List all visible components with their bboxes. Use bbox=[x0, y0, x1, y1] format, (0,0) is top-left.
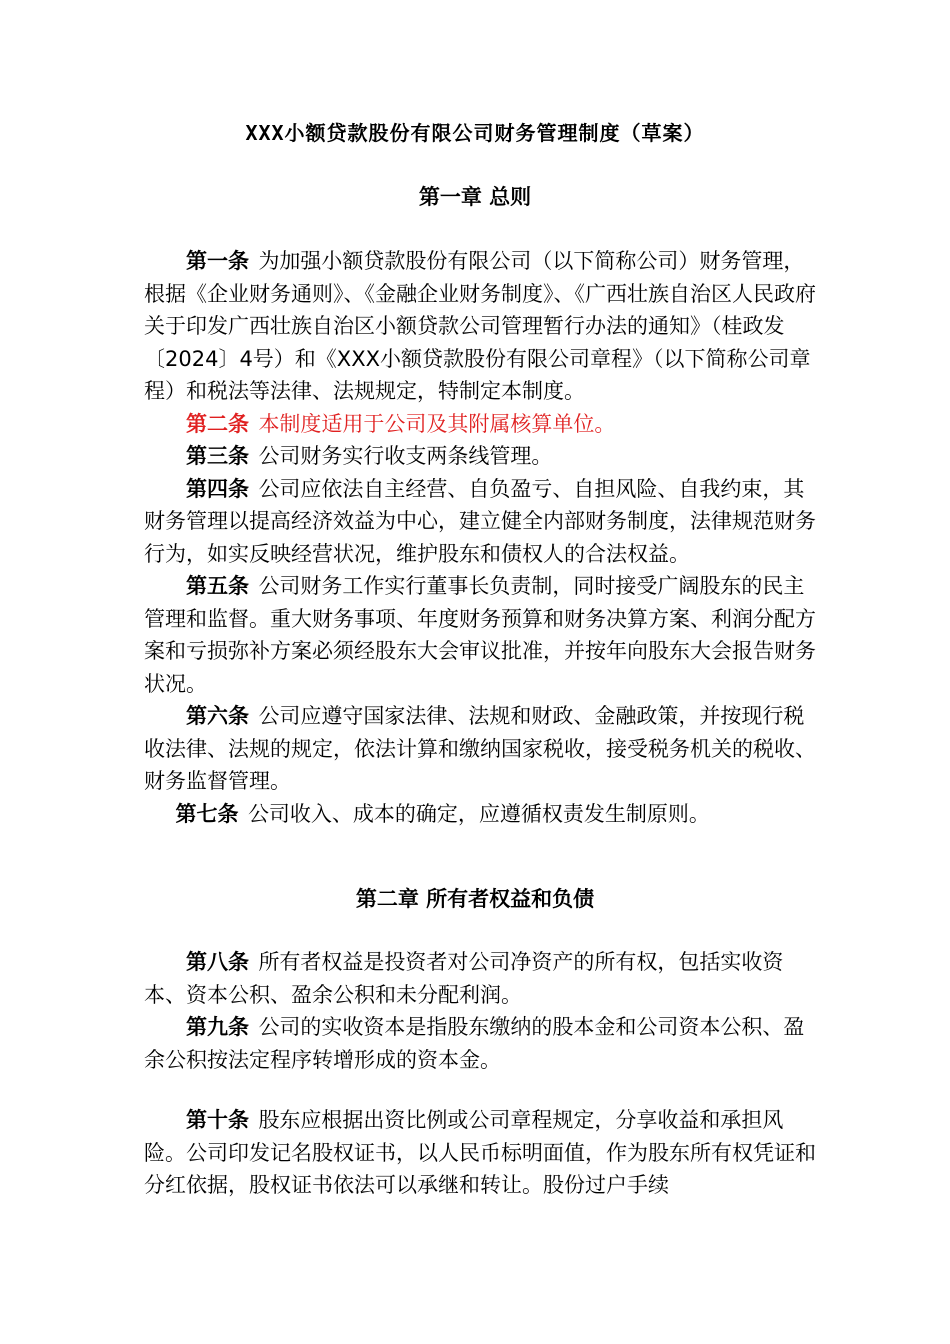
article-4 bbox=[144, 473, 816, 571]
article-label: 第六条 bbox=[186, 704, 249, 728]
document-title: XXX小额贷款股份有限公司财务管理制度（草案） bbox=[245, 121, 705, 145]
chapter-heading-2: 第二章 所有者权益和负债 bbox=[355, 887, 595, 911]
article-9 bbox=[144, 1011, 816, 1076]
article-text: 公司的实收资本是指股东缴纳的股本金和公司资本公积、盈余公积按法定程序转增形成的资本金。 bbox=[144, 1015, 805, 1072]
article-text: 为加强小额贷款股份有限公司（以下简称公司）财务管理，根据《企业财务通则》、《金融企业财务制度》、《广西壮族自治区人民政府关于印发广西壮族自治区小额贷款公司管理暂行办法的通知》（桂政发〔2024〕4号）和《XXX小额贷款股份有限公司章程》（以下简称公司章程）和税法等法律、法规规定，特制定本制度。 bbox=[144, 249, 816, 403]
chapter-heading-1: 第一章 总则 bbox=[418, 185, 532, 209]
article-text: 公司收入、成本的确定，应遵循权责发生制原则。 bbox=[247, 801, 710, 826]
article-1 bbox=[144, 245, 816, 408]
article-text: 公司财务工作实行董事长负责制，同时接受广阔股东的民主管理和监督。重大财务事项、年度财务预算和财务决算方案、利润分配方案和亏损弥补方案必须经股东大会审议批准，并按年向股东大会报告财务状况。 bbox=[144, 574, 816, 696]
article-text: 公司应依法自主经营、自负盈亏、自担风险、自我约束，其财务管理以提高经济效益为中心，建立健全内部财务制度，法律规范财务行为，如实反映经营状况，维护股东和债权人的合法权益。 bbox=[144, 476, 816, 566]
article-3 bbox=[144, 440, 816, 473]
article-label: 第三条 bbox=[186, 444, 249, 468]
article-8 bbox=[144, 946, 816, 1011]
chapter-1-body bbox=[144, 245, 816, 830]
article-10 bbox=[144, 1104, 816, 1202]
article-text: 股东应根据出资比例或公司章程规定，分享收益和承担风险。公司印发记名股权证书，以人民币标明面值，作为股东所有权凭证和分红依据，股权证书依法可以承继和转让。股份过户手续 bbox=[144, 1108, 816, 1197]
article-label: 第五条 bbox=[186, 574, 249, 598]
chapter-2-body bbox=[144, 946, 816, 1076]
article-label: 第九条 bbox=[186, 1015, 249, 1039]
article-label: 第四条 bbox=[186, 476, 249, 501]
article-label: 第七条 bbox=[175, 801, 239, 826]
chapter-2-body-continued bbox=[144, 1104, 816, 1202]
article-text: 公司应遵守国家法律、法规和财政、金融政策，并按现行税收法律、法规的规定，依法计算和缴纳国家税收，接受税务机关的税收、财务监督管理。 bbox=[144, 704, 816, 793]
article-text: 公司财务实行收支两条线管理。 bbox=[258, 444, 553, 468]
article-text: 所有者权益是投资者对公司净资产的所有权，包括实收资本、资本公积、盈余公积和未分配利润。 bbox=[144, 950, 784, 1007]
article-label: 第二条 bbox=[186, 411, 249, 436]
article-label: 第八条 bbox=[186, 950, 249, 974]
article-6 bbox=[144, 700, 816, 798]
article-5 bbox=[144, 570, 816, 700]
article-label: 第一条 bbox=[186, 249, 249, 273]
article-label: 第十条 bbox=[186, 1108, 249, 1132]
article-7 bbox=[144, 798, 816, 831]
article-2 bbox=[144, 408, 816, 441]
article-text: 本制度适用于公司及其附属核算单位。 bbox=[258, 411, 616, 436]
